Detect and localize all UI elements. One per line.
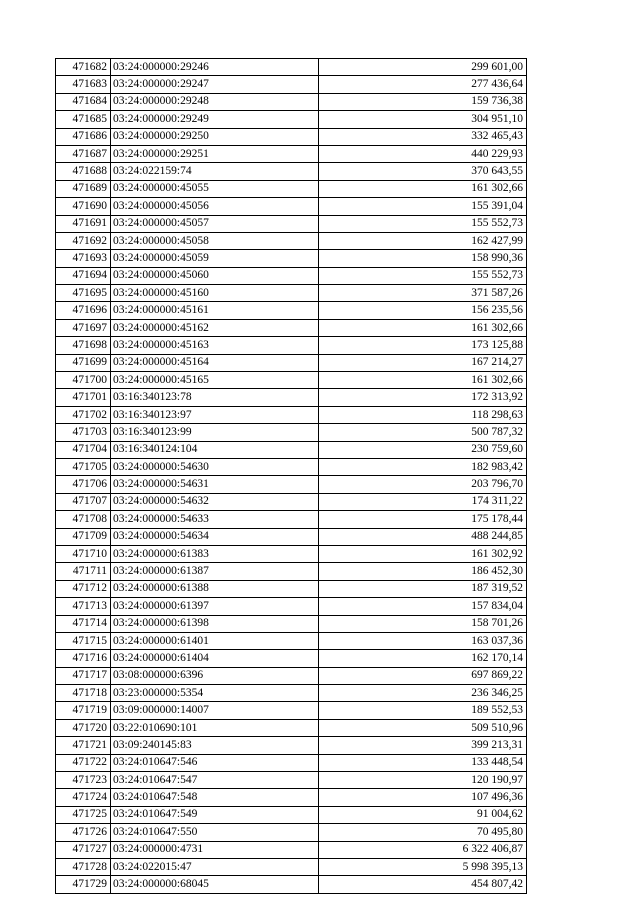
cadastral-value-cell: 162 427,99: [319, 232, 527, 249]
table-row: [56, 685, 527, 702]
cadastral-number-cell: 03:24:000000:61397: [111, 598, 319, 615]
row-number-cell: 471724: [56, 789, 111, 806]
cadastral-number-cell: 03:22:010690:101: [111, 719, 319, 736]
cadastral-number-cell: 03:24:000000:45058: [111, 232, 319, 249]
table-row: [56, 702, 527, 719]
row-number-cell: 471707: [56, 493, 111, 510]
cadastral-number-cell: 03:24:000000:54633: [111, 511, 319, 528]
cadastral-number-cell: 03:24:010647:548: [111, 789, 319, 806]
cadastral-value-cell: 155 552,73: [319, 267, 527, 284]
table-row: [56, 285, 527, 302]
row-number-cell: 471700: [56, 372, 111, 389]
table-row: [56, 250, 527, 267]
cadastral-number-cell: 03:24:022159:74: [111, 163, 319, 180]
table-row: [56, 76, 527, 93]
table-row: [56, 163, 527, 180]
cadastral-value-cell: 157 834,04: [319, 598, 527, 615]
cadastral-value-cell: 6 322 406,87: [319, 841, 527, 858]
row-number-cell: 471719: [56, 702, 111, 719]
table-row: [56, 528, 527, 545]
row-number-cell: 471691: [56, 215, 111, 232]
cadastral-number-cell: 03:24:000000:54631: [111, 476, 319, 493]
cadastral-value-cell: 230 759,60: [319, 441, 527, 458]
cadastral-value-cell: 172 313,92: [319, 389, 527, 406]
cadastral-number-cell: 03:24:000000:54634: [111, 528, 319, 545]
row-number-cell: 471692: [56, 232, 111, 249]
cadastral-value-cell: 155 391,04: [319, 198, 527, 215]
table-row: [56, 563, 527, 580]
row-number-cell: 471698: [56, 337, 111, 354]
cadastral-number-cell: 03:16:340124:104: [111, 441, 319, 458]
cadastral-value-cell: 509 510,96: [319, 719, 527, 736]
cadastral-number-cell: 03:24:010647:546: [111, 754, 319, 771]
cadastral-value-cell: 118 298,63: [319, 406, 527, 423]
cadastral-value-cell: 277 436,64: [319, 76, 527, 93]
table-row: [56, 59, 527, 76]
cadastral-value-cell: 304 951,10: [319, 111, 527, 128]
cadastral-number-cell: 03:24:000000:61387: [111, 563, 319, 580]
cadastral-number-cell: 03:24:000000:61388: [111, 580, 319, 597]
table-row: [56, 337, 527, 354]
row-number-cell: 471726: [56, 824, 111, 841]
row-number-cell: 471721: [56, 737, 111, 754]
table-row: [56, 389, 527, 406]
row-number-cell: 471703: [56, 424, 111, 441]
row-number-cell: 471704: [56, 441, 111, 458]
cadastral-number-cell: 03:24:000000:29246: [111, 59, 319, 76]
table-row: [56, 545, 527, 562]
cadastral-value-cell: 174 311,22: [319, 493, 527, 510]
cadastral-number-cell: 03:16:340123:78: [111, 389, 319, 406]
table-row: [56, 458, 527, 475]
table-row: [56, 215, 527, 232]
table-row: [56, 406, 527, 423]
cadastral-number-cell: 03:24:000000:54630: [111, 458, 319, 475]
cadastral-value-cell: 167 214,27: [319, 354, 527, 371]
row-number-cell: 471723: [56, 772, 111, 789]
table-row: [56, 511, 527, 528]
row-number-cell: 471708: [56, 511, 111, 528]
cadastral-value-cell: 236 346,25: [319, 685, 527, 702]
cadastral-value-cell: 163 037,36: [319, 632, 527, 649]
table-row: [56, 319, 527, 336]
cadastral-value-cell: 107 496,36: [319, 789, 527, 806]
cadastral-number-cell: 03:24:000000:45060: [111, 267, 319, 284]
table-row: [56, 180, 527, 197]
cadastral-number-cell: 03:24:000000:54632: [111, 493, 319, 510]
row-number-cell: 471695: [56, 285, 111, 302]
row-number-cell: 471715: [56, 632, 111, 649]
row-number-cell: 471696: [56, 302, 111, 319]
row-number-cell: 471727: [56, 841, 111, 858]
cadastral-number-cell: 03:24:010647:547: [111, 772, 319, 789]
cadastral-number-cell: 03:24:000000:29250: [111, 128, 319, 145]
row-number-cell: 471687: [56, 145, 111, 162]
cadastral-number-cell: 03:24:000000:29247: [111, 76, 319, 93]
row-number-cell: 471685: [56, 111, 111, 128]
row-number-cell: 471705: [56, 458, 111, 475]
cadastral-value-cell: 175 178,44: [319, 511, 527, 528]
table-row: [56, 737, 527, 754]
row-number-cell: 471710: [56, 545, 111, 562]
row-number-cell: 471709: [56, 528, 111, 545]
table-row: [56, 650, 527, 667]
row-number-cell: 471714: [56, 615, 111, 632]
row-number-cell: 471711: [56, 563, 111, 580]
cadastral-number-cell: 03:24:000000:29251: [111, 145, 319, 162]
cadastral-number-cell: 03:09:240145:83: [111, 737, 319, 754]
row-number-cell: 471684: [56, 93, 111, 110]
cadastral-value-cell: 161 302,92: [319, 545, 527, 562]
cadastral-number-cell: 03:24:000000:45056: [111, 198, 319, 215]
row-number-cell: 471688: [56, 163, 111, 180]
table-row: [56, 145, 527, 162]
cadastral-value-cell: 173 125,88: [319, 337, 527, 354]
row-number-cell: 471712: [56, 580, 111, 597]
table-row: [56, 476, 527, 493]
cadastral-value-cell: 159 736,38: [319, 93, 527, 110]
table-row: [56, 719, 527, 736]
cadastral-number-cell: 03:24:000000:68045: [111, 876, 319, 893]
row-number-cell: 471729: [56, 876, 111, 893]
cadastral-value-cell: 120 190,97: [319, 772, 527, 789]
cadastral-number-cell: 03:24:000000:4731: [111, 841, 319, 858]
table-row: [56, 754, 527, 771]
cadastral-value-cell: 5 998 395,13: [319, 858, 527, 875]
table-row: [56, 667, 527, 684]
table-row: [56, 111, 527, 128]
cadastral-value-table: [55, 58, 527, 894]
table-row: [56, 232, 527, 249]
row-number-cell: 471718: [56, 685, 111, 702]
row-number-cell: 471702: [56, 406, 111, 423]
table-row: [56, 580, 527, 597]
cadastral-number-cell: 03:24:000000:29248: [111, 93, 319, 110]
cadastral-value-cell: 186 452,30: [319, 563, 527, 580]
row-number-cell: 471693: [56, 250, 111, 267]
cadastral-number-cell: 03:24:000000:45164: [111, 354, 319, 371]
table-row: [56, 128, 527, 145]
table-row: [56, 789, 527, 806]
cadastral-value-cell: 155 552,73: [319, 215, 527, 232]
cadastral-number-cell: 03:24:010647:549: [111, 806, 319, 823]
cadastral-value-cell: 332 465,43: [319, 128, 527, 145]
table-row: [56, 858, 527, 875]
cadastral-number-cell: 03:09:000000:14007: [111, 702, 319, 719]
table-row: [56, 372, 527, 389]
cadastral-value-cell: 697 869,22: [319, 667, 527, 684]
row-number-cell: 471701: [56, 389, 111, 406]
table-row: [56, 302, 527, 319]
cadastral-value-cell: 158 990,36: [319, 250, 527, 267]
cadastral-value-cell: 370 643,55: [319, 163, 527, 180]
cadastral-number-cell: 03:24:000000:61401: [111, 632, 319, 649]
cadastral-value-cell: 133 448,54: [319, 754, 527, 771]
cadastral-value-cell: 299 601,00: [319, 59, 527, 76]
table-row: [56, 493, 527, 510]
table-row: [56, 806, 527, 823]
cadastral-number-cell: 03:24:000000:45160: [111, 285, 319, 302]
cadastral-value-cell: 399 213,31: [319, 737, 527, 754]
row-number-cell: 471706: [56, 476, 111, 493]
cadastral-number-cell: 03:24:022015:47: [111, 858, 319, 875]
row-number-cell: 471686: [56, 128, 111, 145]
cadastral-value-cell: 371 587,26: [319, 285, 527, 302]
row-number-cell: 471690: [56, 198, 111, 215]
cadastral-number-cell: 03:23:000000:5354: [111, 685, 319, 702]
cadastral-number-cell: 03:24:000000:61383: [111, 545, 319, 562]
row-number-cell: 471720: [56, 719, 111, 736]
cadastral-value-cell: 488 244,85: [319, 528, 527, 545]
cadastral-value-cell: 158 701,26: [319, 615, 527, 632]
row-number-cell: 471682: [56, 59, 111, 76]
table-row: [56, 354, 527, 371]
row-number-cell: 471722: [56, 754, 111, 771]
row-number-cell: 471728: [56, 858, 111, 875]
row-number-cell: 471694: [56, 267, 111, 284]
cadastral-number-cell: 03:24:000000:61398: [111, 615, 319, 632]
cadastral-value-cell: 161 302,66: [319, 319, 527, 336]
table-row: [56, 598, 527, 615]
row-number-cell: 471713: [56, 598, 111, 615]
cadastral-value-cell: 161 302,66: [319, 180, 527, 197]
cadastral-number-cell: 03:24:000000:45165: [111, 372, 319, 389]
cadastral-number-cell: 03:24:000000:45057: [111, 215, 319, 232]
cadastral-number-cell: 03:24:000000:45161: [111, 302, 319, 319]
cadastral-value-cell: 189 552,53: [319, 702, 527, 719]
row-number-cell: 471683: [56, 76, 111, 93]
cadastral-value-cell: 70 495,80: [319, 824, 527, 841]
table-row: [56, 198, 527, 215]
cadastral-number-cell: 03:08:000000:6396: [111, 667, 319, 684]
table-row: [56, 615, 527, 632]
cadastral-number-cell: 03:16:340123:97: [111, 406, 319, 423]
table-row: [56, 267, 527, 284]
table-body: [56, 59, 527, 894]
cadastral-value-cell: 162 170,14: [319, 650, 527, 667]
table-row: [56, 876, 527, 893]
table-row: [56, 824, 527, 841]
row-number-cell: 471699: [56, 354, 111, 371]
cadastral-value-cell: 187 319,52: [319, 580, 527, 597]
cadastral-value-cell: 500 787,32: [319, 424, 527, 441]
table-row: [56, 772, 527, 789]
cadastral-value-cell: 161 302,66: [319, 372, 527, 389]
cadastral-value-cell: 440 229,93: [319, 145, 527, 162]
row-number-cell: 471717: [56, 667, 111, 684]
cadastral-number-cell: 03:24:000000:45055: [111, 180, 319, 197]
row-number-cell: 471716: [56, 650, 111, 667]
row-number-cell: 471697: [56, 319, 111, 336]
cadastral-number-cell: 03:24:000000:61404: [111, 650, 319, 667]
cadastral-value-cell: 182 983,42: [319, 458, 527, 475]
table-row: [56, 441, 527, 458]
cadastral-number-cell: 03:24:000000:45163: [111, 337, 319, 354]
cadastral-number-cell: 03:24:000000:45162: [111, 319, 319, 336]
cadastral-value-cell: 156 235,56: [319, 302, 527, 319]
cadastral-value-cell: 454 807,42: [319, 876, 527, 893]
cadastral-number-cell: 03:24:000000:45059: [111, 250, 319, 267]
table-row: [56, 93, 527, 110]
cadastral-value-cell: 203 796,70: [319, 476, 527, 493]
row-number-cell: 471725: [56, 806, 111, 823]
table-row: [56, 632, 527, 649]
row-number-cell: 471689: [56, 180, 111, 197]
cadastral-number-cell: 03:24:000000:29249: [111, 111, 319, 128]
table-row: [56, 424, 527, 441]
cadastral-number-cell: 03:24:010647:550: [111, 824, 319, 841]
table-row: [56, 841, 527, 858]
cadastral-value-cell: 91 004,62: [319, 806, 527, 823]
cadastral-number-cell: 03:16:340123:99: [111, 424, 319, 441]
